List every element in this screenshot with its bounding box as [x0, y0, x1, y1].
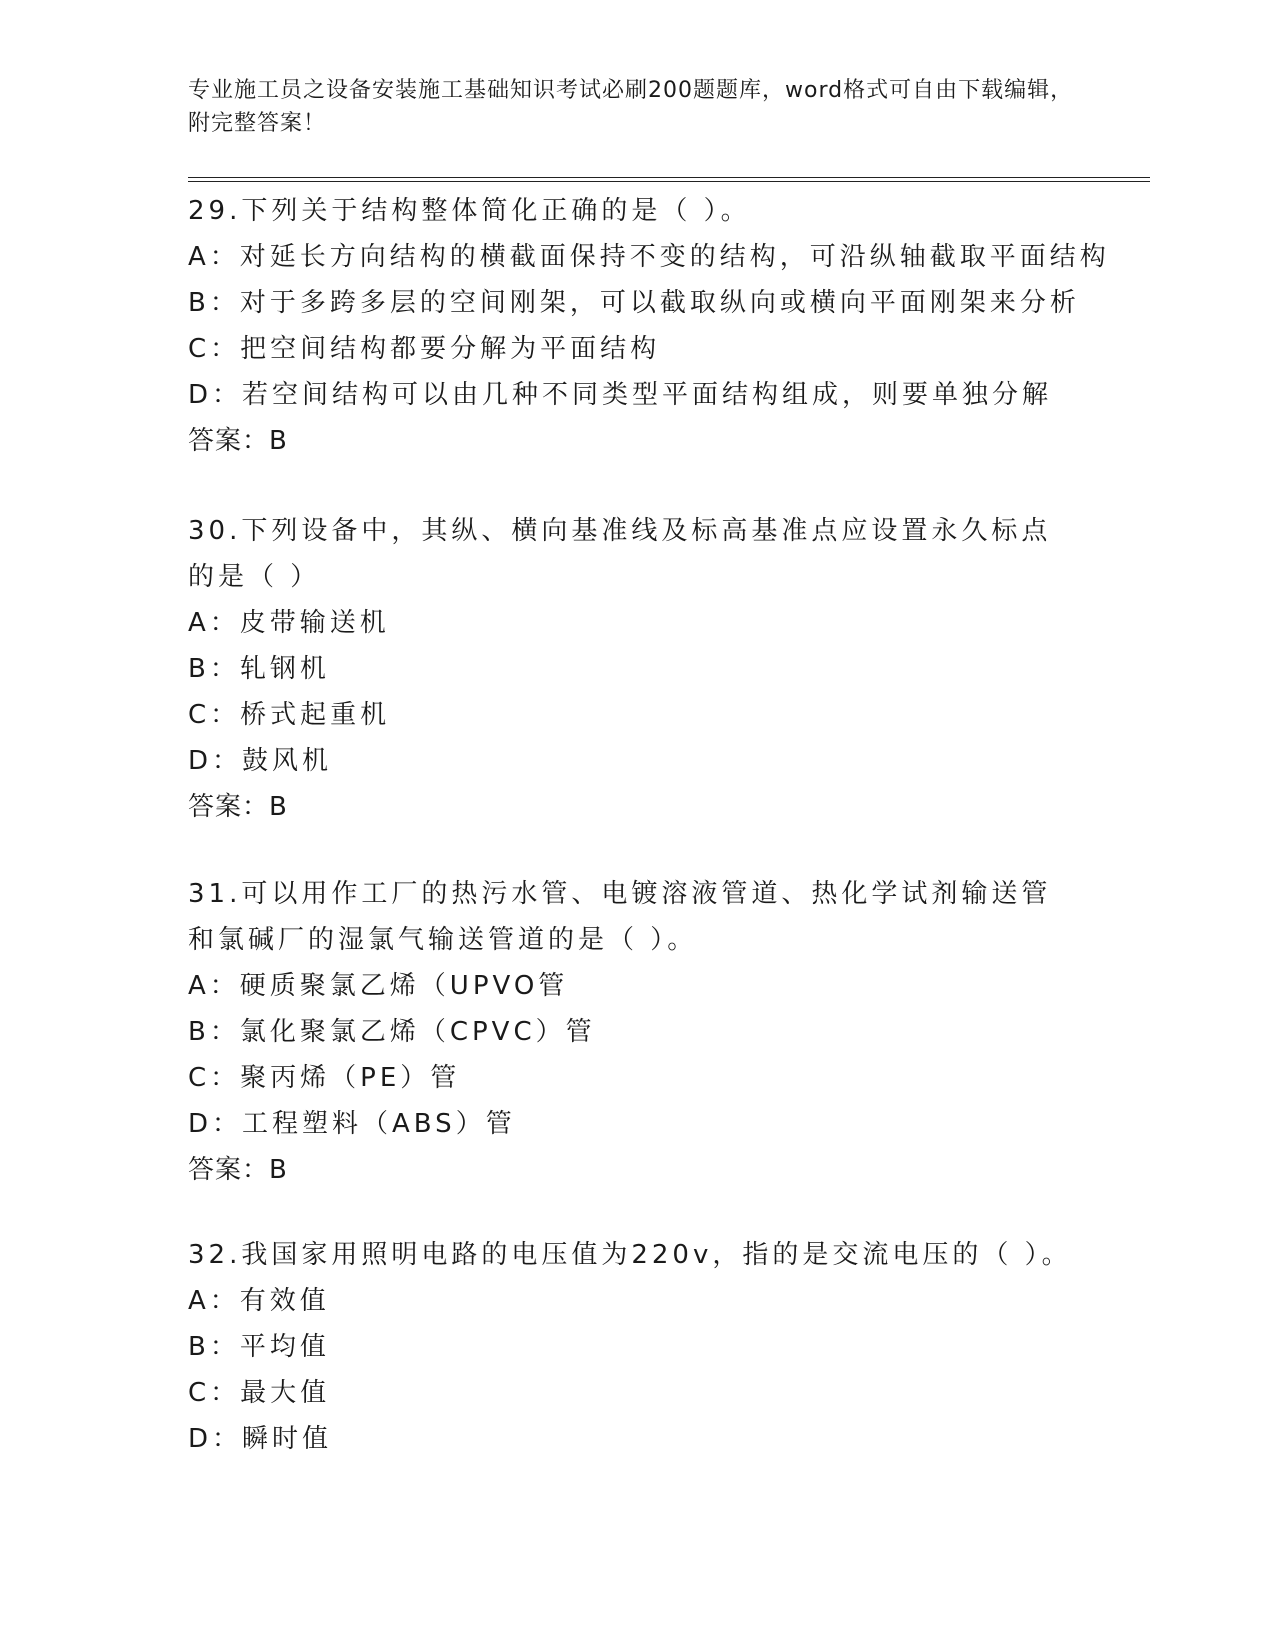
option-b: B：平均值 — [188, 1332, 330, 1362]
question-title: 30.下列设备中，其纵、横向基准线及标高基准点应设置永久标点的是（ ） — [188, 516, 1052, 592]
question-title: 31.可以用作工厂的热污水管、电镀溶液管道、热化学试剂输送管和氯碱厂的湿氯气输送管道的是（ ）。 — [188, 879, 1052, 955]
option-d: D：瞬时值 — [188, 1424, 333, 1454]
option-c: C：把空间结构都要分解为平面结构 — [188, 334, 661, 364]
answer-text: 答案：B — [188, 792, 288, 822]
question-title: 32.我国家用照明电路的电压值为220v，指的是交流电压的（ ）。 — [188, 1240, 1072, 1270]
question-32 — [188, 1232, 1148, 1462]
question-title: 29.下列关于结构整体简化正确的是（ ）。 — [188, 196, 751, 226]
option-a: A：有效值 — [188, 1286, 330, 1316]
option-a: A：皮带输送机 — [188, 608, 390, 638]
question-29 — [188, 188, 1148, 464]
option-b: B：对于多跨多层的空间刚架，可以截取纵向或横向平面刚架来分析 — [188, 288, 1080, 318]
document-header: 专业施工员之设备安装施工基础知识考试必刷200题题库，word格式可自由下载编辑，附完整答案！ — [188, 78, 1074, 136]
question-31 — [188, 871, 1148, 1193]
answer-text: 答案：B — [188, 1155, 288, 1185]
option-b: B：轧钢机 — [188, 654, 330, 684]
option-b: B：氯化聚氯乙烯（CPVC）管 — [188, 1017, 596, 1047]
option-c: C：聚丙烯（PE）管 — [188, 1063, 461, 1093]
option-d: D：鼓风机 — [188, 746, 333, 776]
header-divider — [188, 177, 1150, 182]
answer-text: 答案：B — [188, 426, 288, 456]
option-a: A：对延长方向结构的横截面保持不变的结构，可沿纵轴截取平面结构 — [188, 242, 1110, 272]
question-30 — [188, 508, 1148, 830]
option-c: C：桥式起重机 — [188, 700, 391, 730]
option-d: D：工程塑料（ABS）管 — [188, 1109, 516, 1139]
option-a: A：硬质聚氯乙烯（UPVO管 — [188, 971, 569, 1001]
option-c: C：最大值 — [188, 1378, 331, 1408]
option-d: D：若空间结构可以由几种不同类型平面结构组成，则要单独分解 — [188, 380, 1053, 410]
